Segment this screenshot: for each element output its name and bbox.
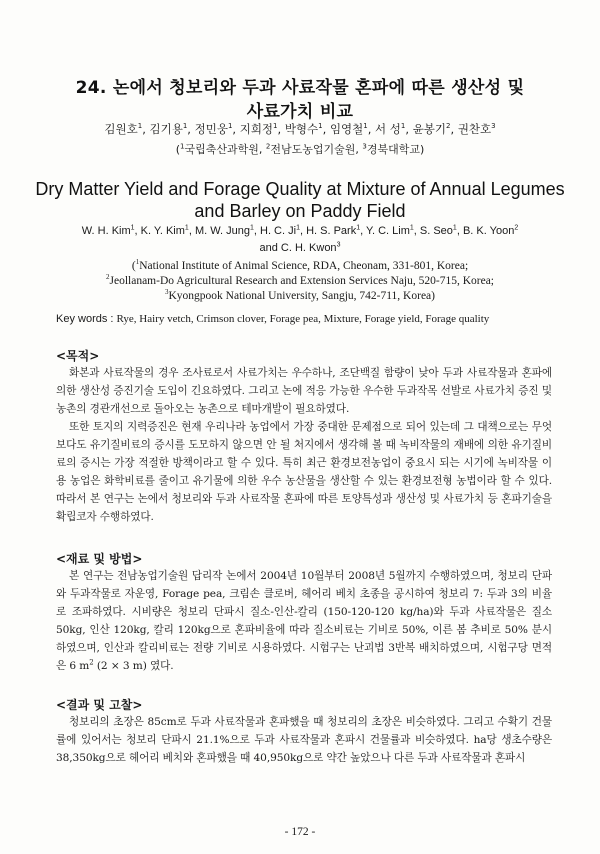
author-separator: , bbox=[405, 122, 413, 136]
korean-affiliations bbox=[30, 141, 570, 157]
affiliation-marker: 2 bbox=[446, 122, 451, 131]
english-author-list bbox=[30, 225, 570, 237]
korean-title-line-2: 사료가치 비교 bbox=[246, 102, 354, 122]
paren-close: ) bbox=[419, 143, 425, 156]
section-heading-purpose: <목적> bbox=[56, 349, 100, 363]
keywords bbox=[56, 313, 556, 325]
results-paragraph: 청보리의 초장은 85cm로 두과 사료작물과 혼파했을 때 청보리의 초장은 비슷하였다. 그리고 수확기 건물률에 있어서는 청보리 단파시 21.1%으로 두과 사료작물과 혼파시 건물률과 비슷하였다. ha당 생초수량은 38,350kg으로 헤어리 베치와 혼파했을 때 40,950kg으로 약간 높았으나 다른 두과 사료작물과 혼파시 bbox=[56, 716, 553, 764]
author-separator: , bbox=[367, 122, 376, 136]
author-name: B. K. Yoon bbox=[462, 225, 515, 237]
author-name: 박형수 bbox=[284, 122, 319, 136]
affiliation-marker: 3 bbox=[165, 288, 169, 297]
author-name: 지희정 bbox=[239, 122, 274, 136]
author-separator: , bbox=[232, 122, 240, 136]
purpose-paragraph-1: 화본과 사료작물의 경우 조사료로서 사료가치는 우수하나, 조단백질 함량이 낮아 두과 사료작물과 혼파에 의한 생산성 증진기술 도입이 긴요하였다. 그리고 논에 적응 가능한 우수한 두과작목 선발로 사료가치 증진 및 농촌의 경관개선으로 돌아오는 농촌으로 테마개발이 필요하였다. bbox=[56, 367, 552, 415]
affiliation-marker: 3 bbox=[336, 241, 341, 249]
affiliation-kr-1: 국립축산과학원, bbox=[184, 143, 266, 156]
affiliation-marker: 1 bbox=[363, 122, 368, 131]
author-separator: , bbox=[134, 225, 141, 237]
author-name: 임영철 bbox=[329, 122, 364, 136]
page-number: - 172 - bbox=[284, 826, 316, 838]
affiliation-marker: 1 bbox=[249, 224, 254, 232]
author-name: K. Y. Kim bbox=[140, 225, 185, 237]
author-name: 윤봉기 bbox=[412, 122, 447, 136]
english-author-list-line-2 bbox=[30, 242, 570, 254]
author-separator: , bbox=[142, 122, 150, 136]
korean-author-list bbox=[30, 121, 570, 137]
affiliation-kr-3: 경북대학교 bbox=[366, 143, 420, 156]
affiliation-marker: 1 bbox=[452, 224, 457, 232]
affiliation-en-2-text: Jeollanam-Do Agricultural Research and Extension Services Naju, 520-715, Korea; bbox=[109, 275, 494, 287]
author-separator: , bbox=[277, 122, 285, 136]
author-en-last: and C. H. Kwon bbox=[259, 242, 337, 254]
methods-paragraph bbox=[56, 567, 552, 675]
author-separator: , bbox=[299, 225, 307, 237]
author-name: H. S. Park bbox=[306, 225, 357, 237]
affiliation-kr-2: 전남도농업기술원, bbox=[270, 143, 363, 156]
author-name: 김원호 bbox=[104, 122, 138, 136]
affiliation-marker: 1 bbox=[273, 122, 278, 131]
english-affiliation-1: ($^1$National Institute of Animal Science, RDA, Cheonam, 331-801, Korea; bbox=[131, 258, 469, 272]
affiliation-marker: 3 bbox=[362, 142, 367, 151]
affiliation-marker: 1 bbox=[135, 258, 140, 267]
superscript: 2 bbox=[89, 658, 94, 667]
author-name: H. C. Ji bbox=[260, 225, 297, 237]
author-separator: , bbox=[188, 225, 195, 237]
affiliation-marker: 1 bbox=[318, 122, 323, 131]
english-title-line-2: and Barley on Paddy Field bbox=[194, 201, 406, 221]
affiliation-marker: 2 bbox=[106, 273, 110, 282]
purpose-paragraph-2: 또한 토지의 지력증진은 현재 우리나라 농업에서 가장 중대한 문제점으로 되어 있는데 그 대책으로는 무엇보다도 유기질비료의 증시를 도모하지 않으면 안 될 처지에서 생각해 볼 때 녹비작물의 재배에 의한 유기질비료의 증시는 가장 적절한 방책이라고 할 수 있다. 특히 최근 환경보전농업이 중요시 되는 시기에 녹비작물 이용 농업은 화학비료를 줄이고 유기물에 의한 우수 농산물을 생산할 수 있는 환경보전형 농법이라 할 수 있다. 따라서 본 연구는 논에서 청보리와 두과 사료작물 혼파에 따른 토양특성과 생산성 및 사료가치 등 혼파기술을 확립코자 수행하였다. bbox=[56, 421, 552, 523]
author-separator: , bbox=[413, 225, 420, 237]
author-separator: , bbox=[456, 225, 463, 237]
affiliation-marker: 1 bbox=[356, 224, 361, 232]
affiliation-marker: 3 bbox=[491, 122, 496, 131]
affiliation-marker: 1 bbox=[137, 122, 143, 131]
affiliation-marker: 1 bbox=[184, 224, 189, 232]
affiliation-marker: 1 bbox=[227, 122, 233, 131]
section-heading-results: <결과 및 고찰> bbox=[56, 698, 143, 712]
affiliation-marker: 2 bbox=[514, 224, 519, 232]
author-separator: , bbox=[187, 122, 195, 136]
affiliation-marker: 1 bbox=[409, 224, 414, 232]
author-separator: , bbox=[253, 225, 260, 237]
author-separator: , bbox=[450, 122, 458, 136]
author-separator: , bbox=[322, 122, 330, 136]
author-name: M. W. Jung bbox=[194, 225, 250, 237]
english-affiliation-3 bbox=[30, 290, 570, 302]
author-name: 정민웅 bbox=[194, 122, 228, 136]
methods-text: 본 연구는 전남농업기술원 답리작 논에서 2004년 10월부터 2008년 5월까지 수행하였으며, 청보리 단파와 두과작물로 자운영, Forage pea, 크림손 클로버, 헤어리 베치 초종을 공시하여 청보리 7: 두과 3의 비율로 조파하였다. 시비량은 청보리 단파시 질소-인산-칼리 (150-120-120 kg/ha)와 두과 사료작물은 질소 50kg, 인산 120kg, 칼리 120kg으로 혼파비율에 따라 질소비료는 기비로 50%, 이른 봄 추비로 50% 분시하였으며, 인산과 칼리비료는 전량 기비로 시용하였다. 시험구는 난괴법 3반복 배치하였으며, 시험구당 면적은 6 m bbox=[56, 570, 552, 672]
keywords-text: Rye, Hairy vetch, Crimson clover, Forage pea, Mixture, Forage yield, Forage quality bbox=[116, 313, 490, 325]
author-name: S. Seo bbox=[419, 225, 453, 237]
author-name: 서 성 bbox=[375, 122, 401, 136]
methods-text-end: (2 × 3 m) 였다. bbox=[93, 660, 174, 672]
affiliation-marker: 2 bbox=[265, 142, 271, 151]
author-name: 김기용 bbox=[149, 122, 183, 136]
author-separator: , bbox=[360, 225, 367, 237]
affiliation-marker: 1 bbox=[182, 122, 188, 131]
author-name: 권찬호 bbox=[457, 122, 492, 136]
author-name: W. H. Kim bbox=[81, 225, 131, 237]
paren-open: ( bbox=[175, 143, 181, 156]
affiliation-marker: 1 bbox=[400, 122, 406, 131]
affiliation-marker: 1 bbox=[296, 224, 300, 232]
affiliation-en-1-text: National Institute of Animal Science, RDA, Cheonam, 331-801, Korea; bbox=[139, 260, 469, 272]
korean-title-line-1: 24. 논에서 청보리와 두과 사료작물 혼파에 따른 생산성 및 bbox=[75, 78, 525, 98]
english-title-line-1: Dry Matter Yield and Forage Quality at Mixture of Annual Legumes bbox=[35, 179, 565, 199]
affiliation-marker: 1 bbox=[130, 224, 135, 232]
section-heading-methods: <재료 및 방법> bbox=[56, 552, 143, 566]
affiliation-marker: 1 bbox=[180, 142, 185, 151]
author-name: Y. C. Lim bbox=[366, 225, 410, 237]
english-affiliation-2 bbox=[30, 275, 570, 287]
keywords-label: Key words : bbox=[56, 313, 117, 325]
affiliation-en-3-text: Kyongpook National University, Sangju, 742-711, Korea) bbox=[168, 290, 435, 302]
